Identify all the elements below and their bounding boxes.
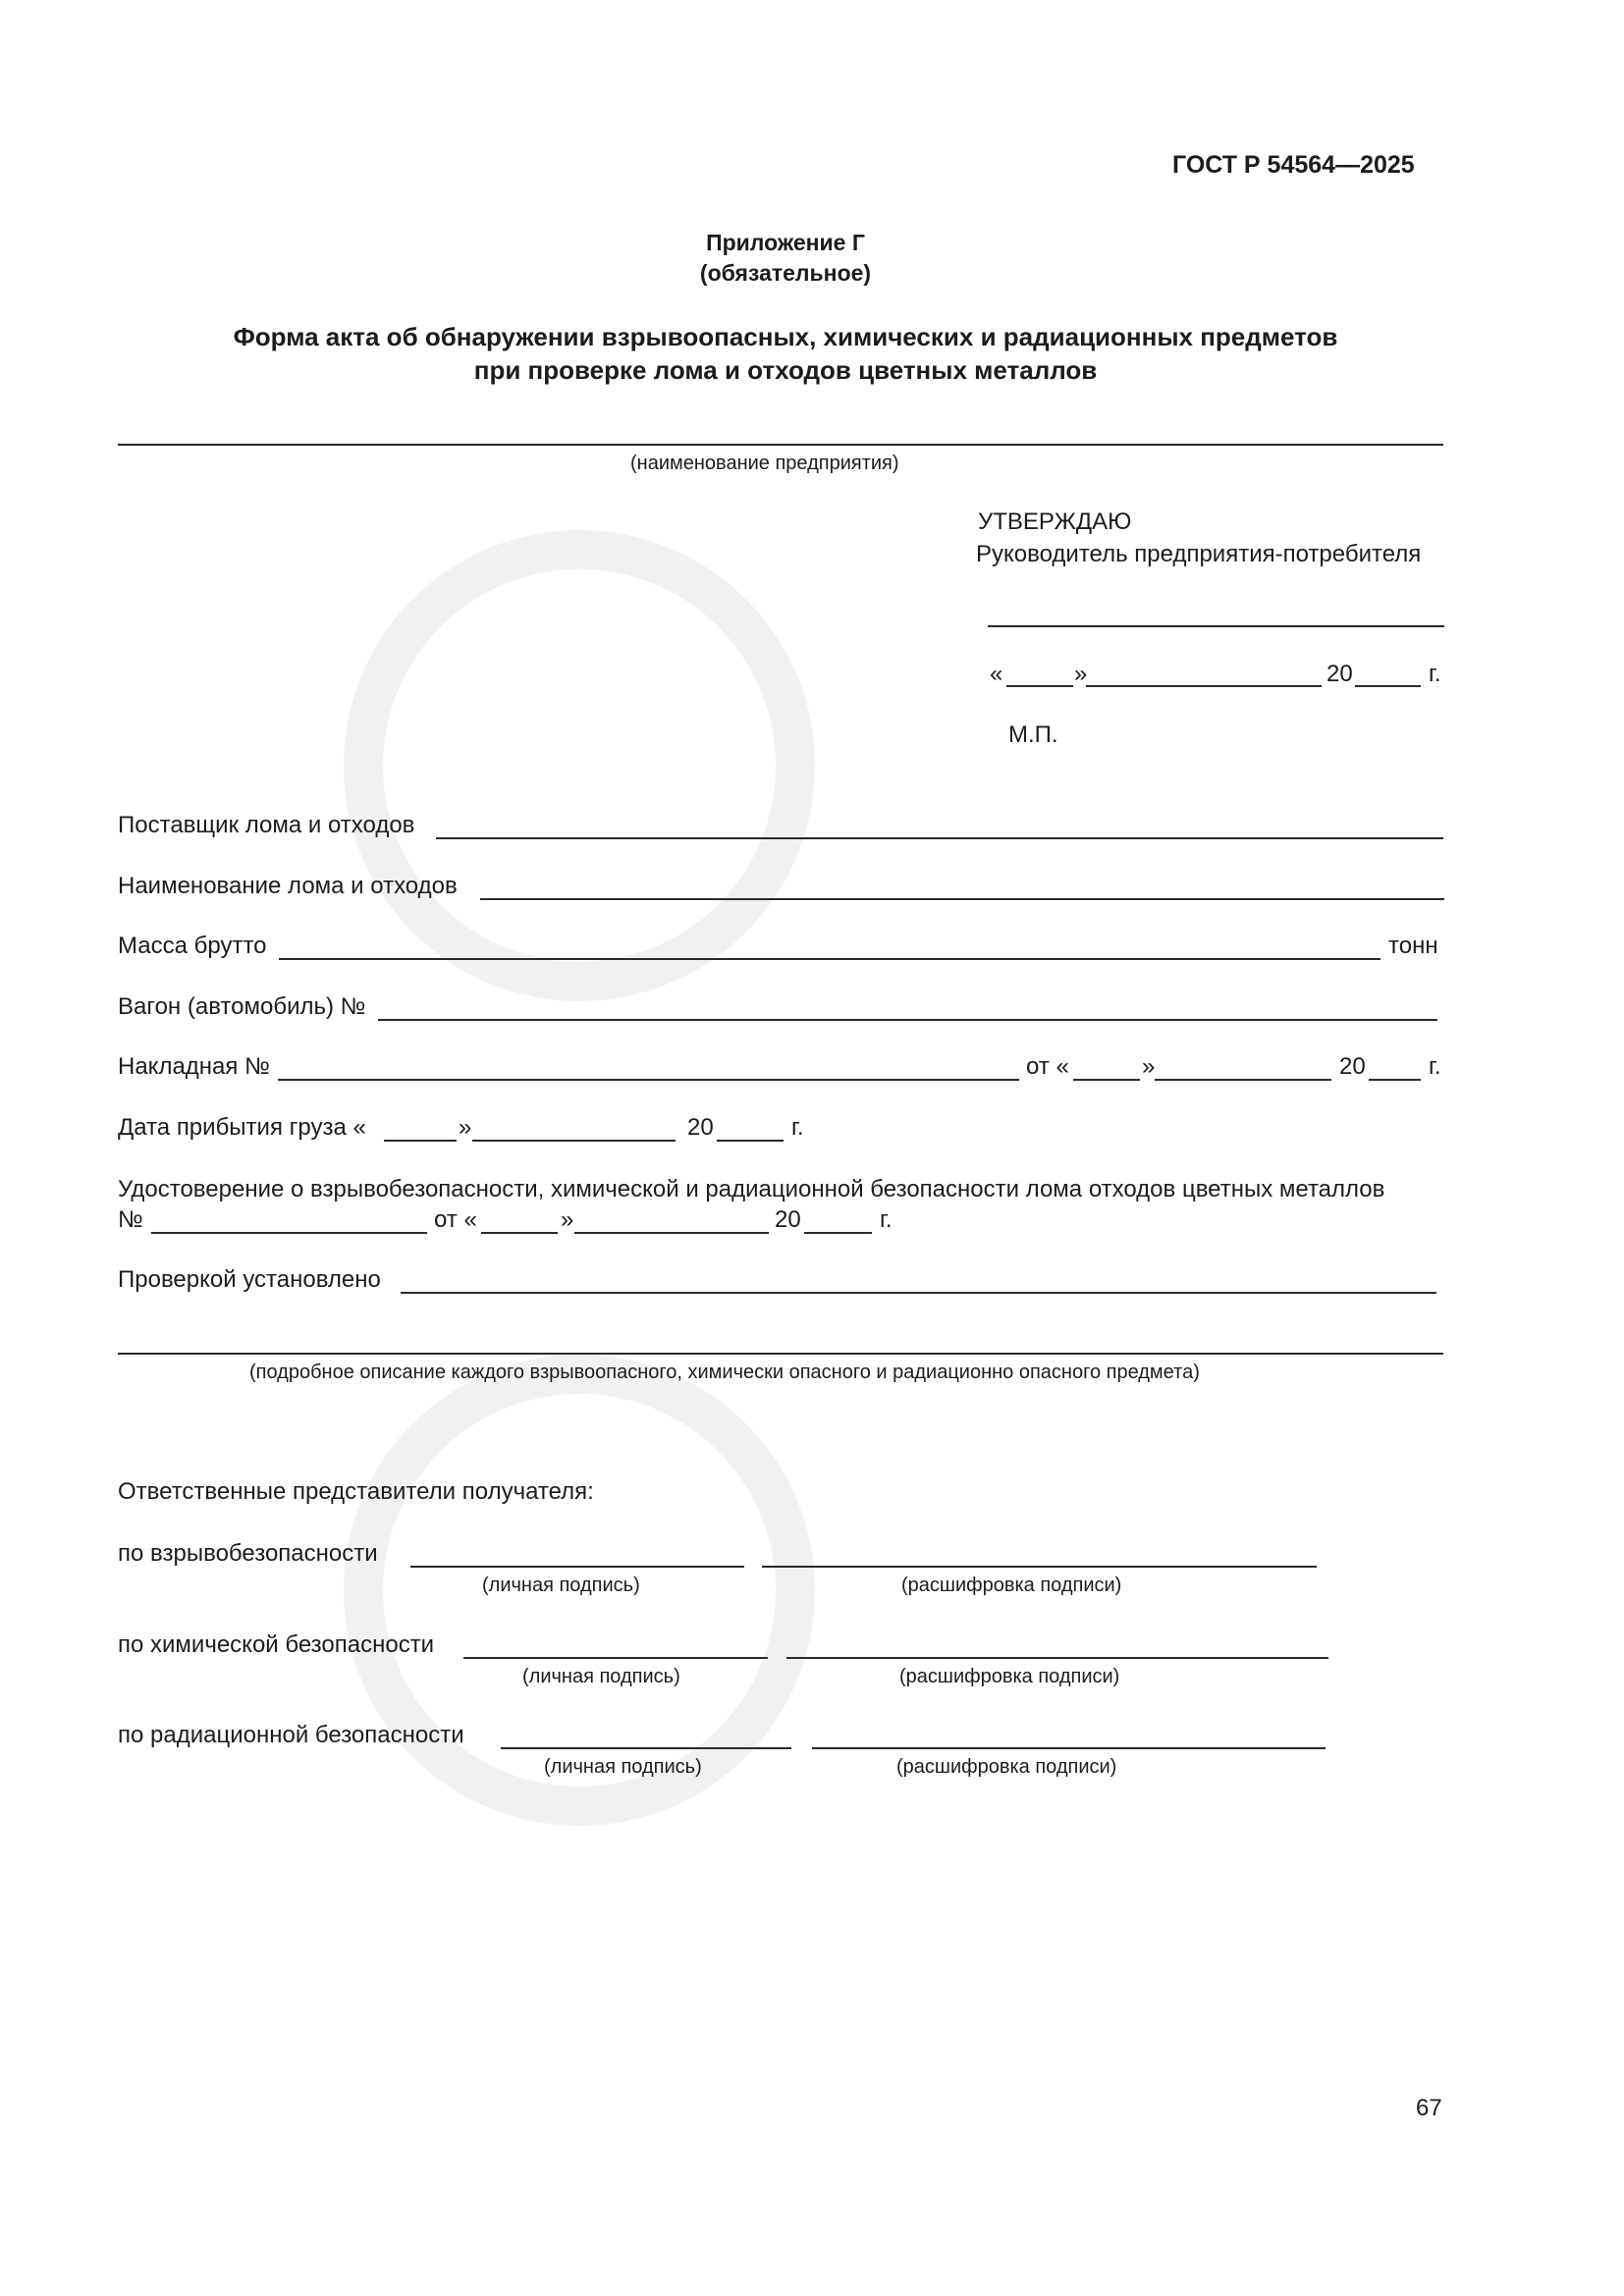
certificate-label: Удостоверение о взрывобезопасности, химической и радиационной безопасности лома отходов цветных металлов <box>118 1176 1385 1202</box>
signatures-heading: Ответственные представители получателя: <box>118 1478 594 1505</box>
arrival-close-quote: » <box>459 1114 472 1141</box>
invoice-label: Накладная № <box>118 1053 270 1080</box>
certificate-year-line[interactable] <box>804 1232 872 1234</box>
appendix-status: (обязательное) <box>699 260 872 286</box>
certificate-from-label: от « <box>434 1206 477 1233</box>
decode-caption-explosive: (расшифровка подписи) <box>901 1575 1122 1596</box>
signature-label-explosive: по взрывобезопасности <box>118 1540 378 1567</box>
form-title-line1: Форма акта об обнаружении взрывоопасных, химических и радиационных предметов <box>233 322 1338 351</box>
signature-caption-chemical: (личная подпись) <box>522 1666 680 1687</box>
invoice-year-suffix: г. <box>1429 1053 1441 1080</box>
approval-day-line[interactable] <box>1006 685 1073 687</box>
certificate-year-suffix: г. <box>880 1206 893 1233</box>
invoice-close-quote: » <box>1142 1053 1156 1080</box>
inspection-description-line[interactable] <box>118 1353 1443 1355</box>
stamp-label: М.П. <box>1008 721 1058 748</box>
signature-label-radiation: по радиационной безопасности <box>118 1722 464 1748</box>
form-title-line2: при проверке лома и отходов цветных металлов <box>473 355 1098 385</box>
supplier-label: Поставщик лома и отходов <box>118 812 415 838</box>
approval-label: УТВЕРЖДАЮ <box>978 508 1132 535</box>
page-number: 67 <box>1416 2095 1442 2121</box>
inspection-caption: (подробное описание каждого взрывоопасного, химически опасного и радиационно опасного предмета) <box>249 1362 1200 1383</box>
scrap-name-line[interactable] <box>480 898 1444 900</box>
mass-unit: тонн <box>1388 933 1438 959</box>
supplier-line[interactable] <box>436 837 1443 839</box>
arrival-year-line[interactable] <box>717 1140 784 1142</box>
signature-caption-radiation: (личная подпись) <box>544 1756 702 1778</box>
signature-line-radiation[interactable] <box>501 1747 791 1749</box>
signature-line-explosive[interactable] <box>410 1566 744 1568</box>
enterprise-name-caption: (наименование предприятия) <box>630 453 899 474</box>
invoice-year-prefix: 20 <box>1339 1053 1366 1080</box>
approval-year-suffix: г. <box>1429 661 1441 687</box>
inspection-label: Проверкой установлено <box>118 1266 381 1293</box>
arrival-year-suffix: г. <box>791 1114 804 1141</box>
certificate-month-line[interactable] <box>574 1232 769 1234</box>
arrival-date-label: Дата прибытия груза « <box>118 1114 366 1141</box>
wagon-line[interactable] <box>378 1019 1437 1021</box>
approval-month-line[interactable] <box>1086 685 1322 687</box>
scrap-name-label: Наименование лома и отходов <box>118 873 458 899</box>
signature-caption-explosive: (личная подпись) <box>482 1575 640 1596</box>
decode-caption-chemical: (расшифровка подписи) <box>899 1666 1120 1687</box>
gross-mass-label: Масса брутто <box>118 933 267 959</box>
arrival-month-line[interactable] <box>472 1140 676 1142</box>
signature-decode-line-radiation[interactable] <box>812 1747 1326 1749</box>
inspection-line[interactable] <box>401 1292 1436 1294</box>
signature-decode-line-chemical[interactable] <box>786 1657 1328 1659</box>
invoice-month-line[interactable] <box>1155 1079 1331 1081</box>
signature-decode-line-explosive[interactable] <box>762 1566 1317 1568</box>
signature-label-chemical: по химической безопасности <box>118 1631 435 1658</box>
invoice-day-line[interactable] <box>1073 1079 1140 1081</box>
approval-year-line[interactable] <box>1355 685 1421 687</box>
certificate-number-line[interactable] <box>151 1232 427 1234</box>
invoice-year-line[interactable] <box>1369 1079 1421 1081</box>
arrival-year-prefix: 20 <box>687 1114 714 1141</box>
arrival-day-line[interactable] <box>384 1140 457 1142</box>
signature-line-chemical[interactable] <box>463 1657 768 1659</box>
enterprise-name-line[interactable] <box>118 444 1443 446</box>
decode-caption-radiation: (расшифровка подписи) <box>896 1756 1117 1778</box>
certificate-day-line[interactable] <box>481 1232 558 1234</box>
gross-mass-line[interactable] <box>279 958 1380 960</box>
invoice-from-label: от « <box>1026 1053 1069 1080</box>
appendix-title: Приложение Г <box>706 230 865 255</box>
approval-date-open-quote: « <box>990 661 1003 687</box>
approval-role: Руководитель предприятия-потребителя <box>976 541 1422 567</box>
certificate-number-sign: № <box>118 1206 143 1233</box>
invoice-number-line[interactable] <box>278 1079 1019 1081</box>
approval-signature-line[interactable] <box>988 625 1444 627</box>
approval-date-close-quote: » <box>1074 661 1088 687</box>
approval-year-prefix: 20 <box>1326 661 1353 687</box>
wagon-label: Вагон (автомобиль) № <box>118 993 366 1020</box>
certificate-year-prefix: 20 <box>775 1206 801 1233</box>
standard-designation: ГОСТ Р 54564—2025 <box>1172 151 1415 179</box>
certificate-close-quote: » <box>561 1206 574 1233</box>
